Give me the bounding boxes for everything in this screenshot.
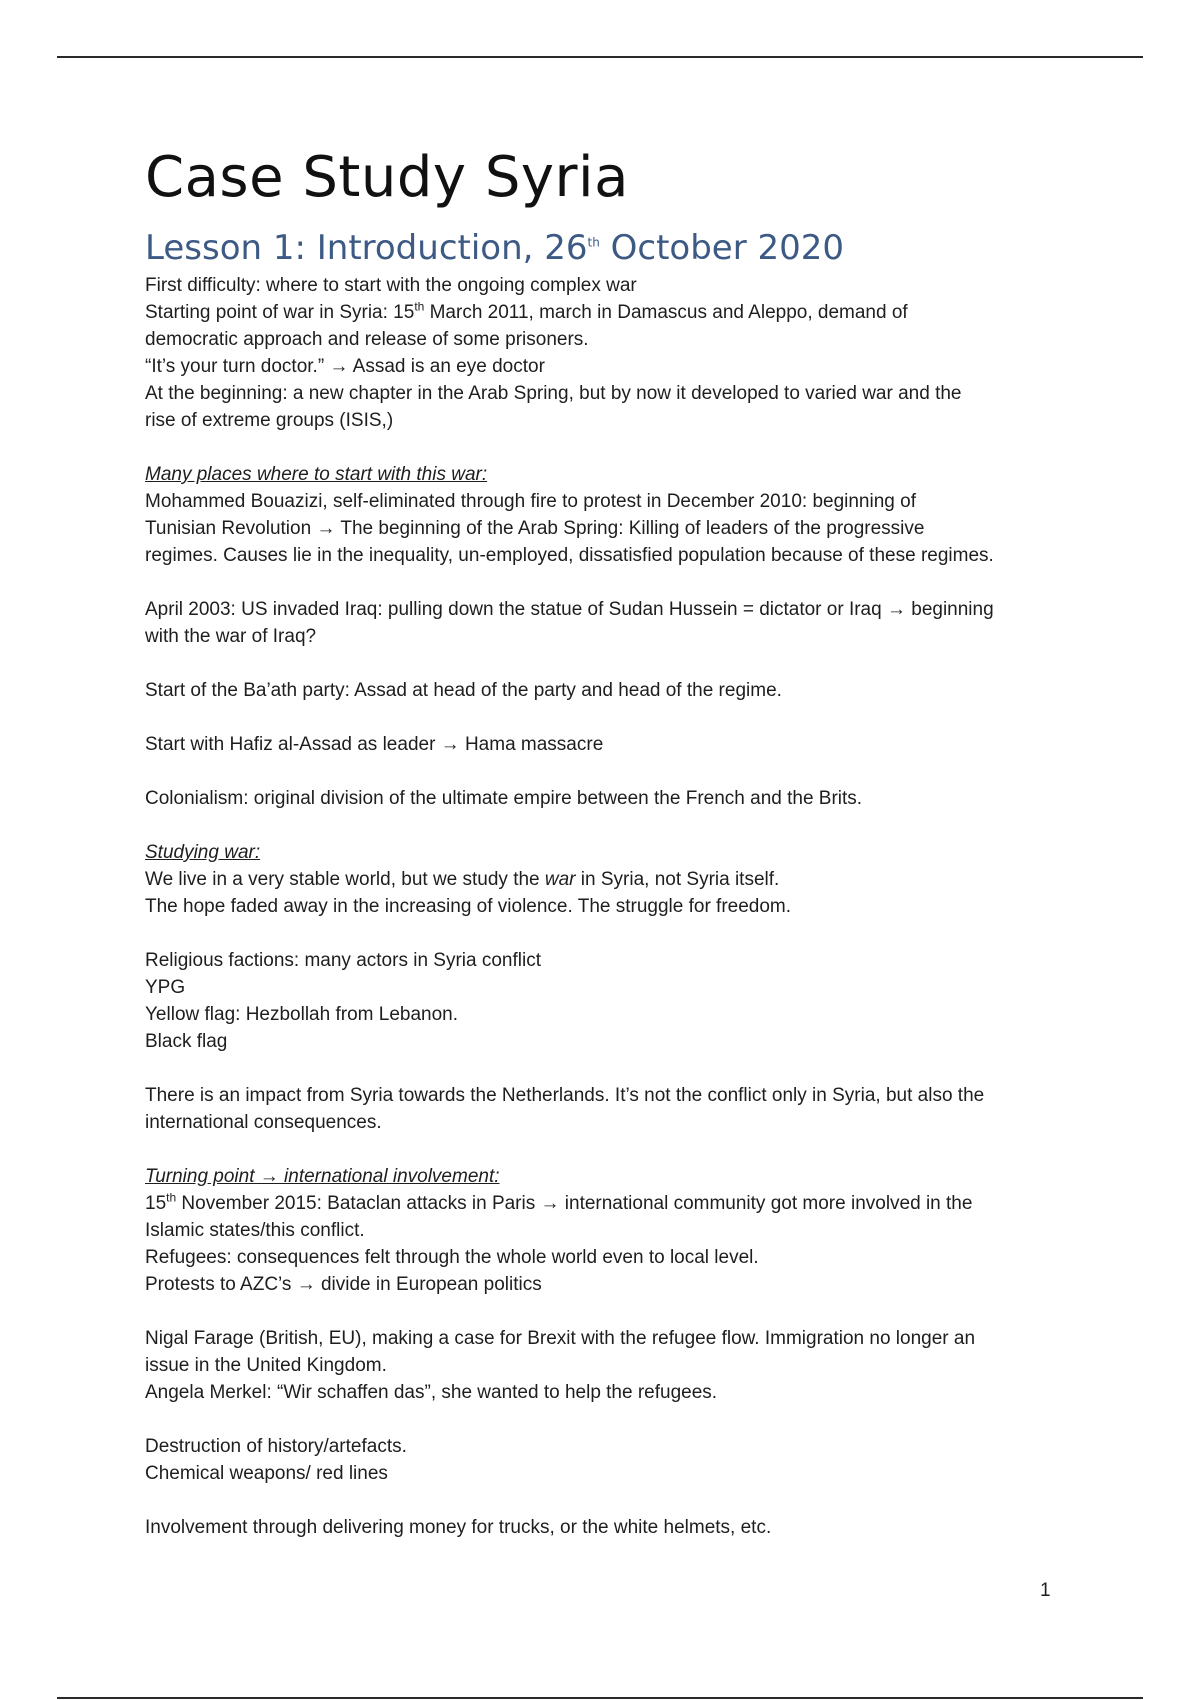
document-body (145, 140, 1065, 1541)
top-rule (57, 56, 1143, 58)
emphasis-text: war (544, 869, 576, 890)
text-span: March 2011, march in Damascus and Aleppo, demand of (424, 302, 908, 323)
text-span: Starting point of war in Syria: 15 (145, 302, 415, 323)
paragraph-line (145, 866, 1065, 893)
paragraph-line: First difficulty: where to start with the ongoing complex war (145, 275, 637, 296)
paragraph-line: issue in the United Kingdom. (145, 1355, 387, 1376)
section-heading (145, 1163, 1065, 1190)
paragraph-line: At the beginning: a new chapter in the Arab Spring, but by now it developed to varied war and the (145, 383, 962, 404)
paragraph-line: “It’s your turn doctor.” → Assad is an eye doctor (145, 356, 545, 377)
text-span: We live in a very stable world, but we study the (145, 869, 545, 890)
paragraph-line: Colonialism: original division of the ultimate empire between the French and the Brits. (145, 788, 863, 809)
paragraph-line: international consequences. (145, 1112, 382, 1133)
paragraph-line: YPG (145, 977, 186, 998)
paragraph-line: Start with Hafiz al-Assad as leader → Hama massacre (145, 734, 604, 755)
text-span: in Syria, not Syria itself. (575, 869, 780, 890)
paragraph-line: Involvement through delivering money for trucks, or the white helmets, etc. (145, 1517, 772, 1538)
paragraph-line: Chemical weapons/ red lines (145, 1463, 388, 1484)
paragraph-line: Angela Merkel: “Wir schaffen das”, she wanted to help the refugees. (145, 1382, 718, 1403)
paragraph-line: rise of extreme groups (ISIS,) (145, 410, 394, 431)
paragraph-line: Religious factions: many actors in Syria conflict (145, 950, 541, 971)
lesson-heading-sup: th (587, 235, 600, 250)
bottom-rule (57, 1697, 1143, 1699)
lesson-heading (145, 228, 1065, 268)
paragraph-line (145, 299, 1065, 326)
text-span: November 2015: Bataclan attacks in Paris → international community got more involved in the (176, 1193, 973, 1214)
blank-line (145, 569, 1065, 596)
paragraph-line: There is an impact from Syria towards the Netherlands. It’s not the conflict only in Syria, but also the (145, 1085, 985, 1106)
paragraph-line: Black flag (145, 1031, 228, 1052)
page-number: 1 (1040, 1580, 1051, 1601)
text-span: 15 (145, 1193, 167, 1214)
blank-line (145, 1406, 1065, 1433)
paragraph-line: Nigal Farage (British, EU), making a case for Brexit with the refugee flow. Immigration no longer an (145, 1328, 976, 1349)
superscript: th (414, 299, 425, 314)
paragraph-line: Islamic states/this conflict. (145, 1220, 365, 1241)
blank-line (145, 1136, 1065, 1163)
paragraph-line: with the war of Iraq? (145, 626, 317, 647)
blank-line (145, 920, 1065, 947)
section-heading-text: Turning point → international involvement: (145, 1166, 500, 1187)
section-heading-text: Studying war: (145, 842, 261, 863)
superscript: th (166, 1190, 177, 1205)
paragraph-line: Yellow flag: Hezbollah from Lebanon. (145, 1004, 458, 1025)
paragraph-line: Start of the Ba’ath party: Assad at head of the party and head of the regime. (145, 680, 782, 701)
lesson-heading-prefix: Lesson 1: Introduction, 26 (145, 228, 588, 268)
blank-line (145, 1298, 1065, 1325)
paragraph-line: Protests to AZC’s → divide in European politics (145, 1274, 542, 1295)
section-heading (145, 461, 1065, 488)
section-heading-text: Many places where to start with this war: (145, 464, 488, 485)
blank-line (145, 434, 1065, 461)
paragraph-line: Refugees: consequences felt through the whole world even to local level. (145, 1247, 759, 1268)
blank-line (145, 650, 1065, 677)
blank-line (145, 704, 1065, 731)
paragraph-line: Mohammed Bouazizi, self-eliminated through fire to protest in December 2010: beginning of (145, 491, 916, 512)
paragraph-line: democratic approach and release of some prisoners. (145, 329, 589, 350)
paragraph-line: regimes. Causes lie in the inequality, un-employed, dissatisfied population because of these regimes. (145, 545, 994, 566)
blank-line (145, 758, 1065, 785)
paragraph-line: Destruction of history/artefacts. (145, 1436, 407, 1457)
document-title: Case Study Syria (145, 145, 629, 210)
blank-line (145, 812, 1065, 839)
lesson-heading-suffix: October 2020 (599, 228, 845, 268)
blank-line (145, 1055, 1065, 1082)
paragraph-line: The hope faded away in the increasing of violence. The struggle for freedom. (145, 896, 792, 917)
section-heading (145, 839, 1065, 866)
blank-line (145, 1487, 1065, 1514)
paragraph-line: April 2003: US invaded Iraq: pulling down the statue of Sudan Hussein = dictator or Iraq → beginning (145, 599, 994, 620)
paragraph-line: Tunisian Revolution → The beginning of the Arab Spring: Killing of leaders of the progressive (145, 518, 925, 539)
paragraph-line (145, 1190, 1065, 1217)
